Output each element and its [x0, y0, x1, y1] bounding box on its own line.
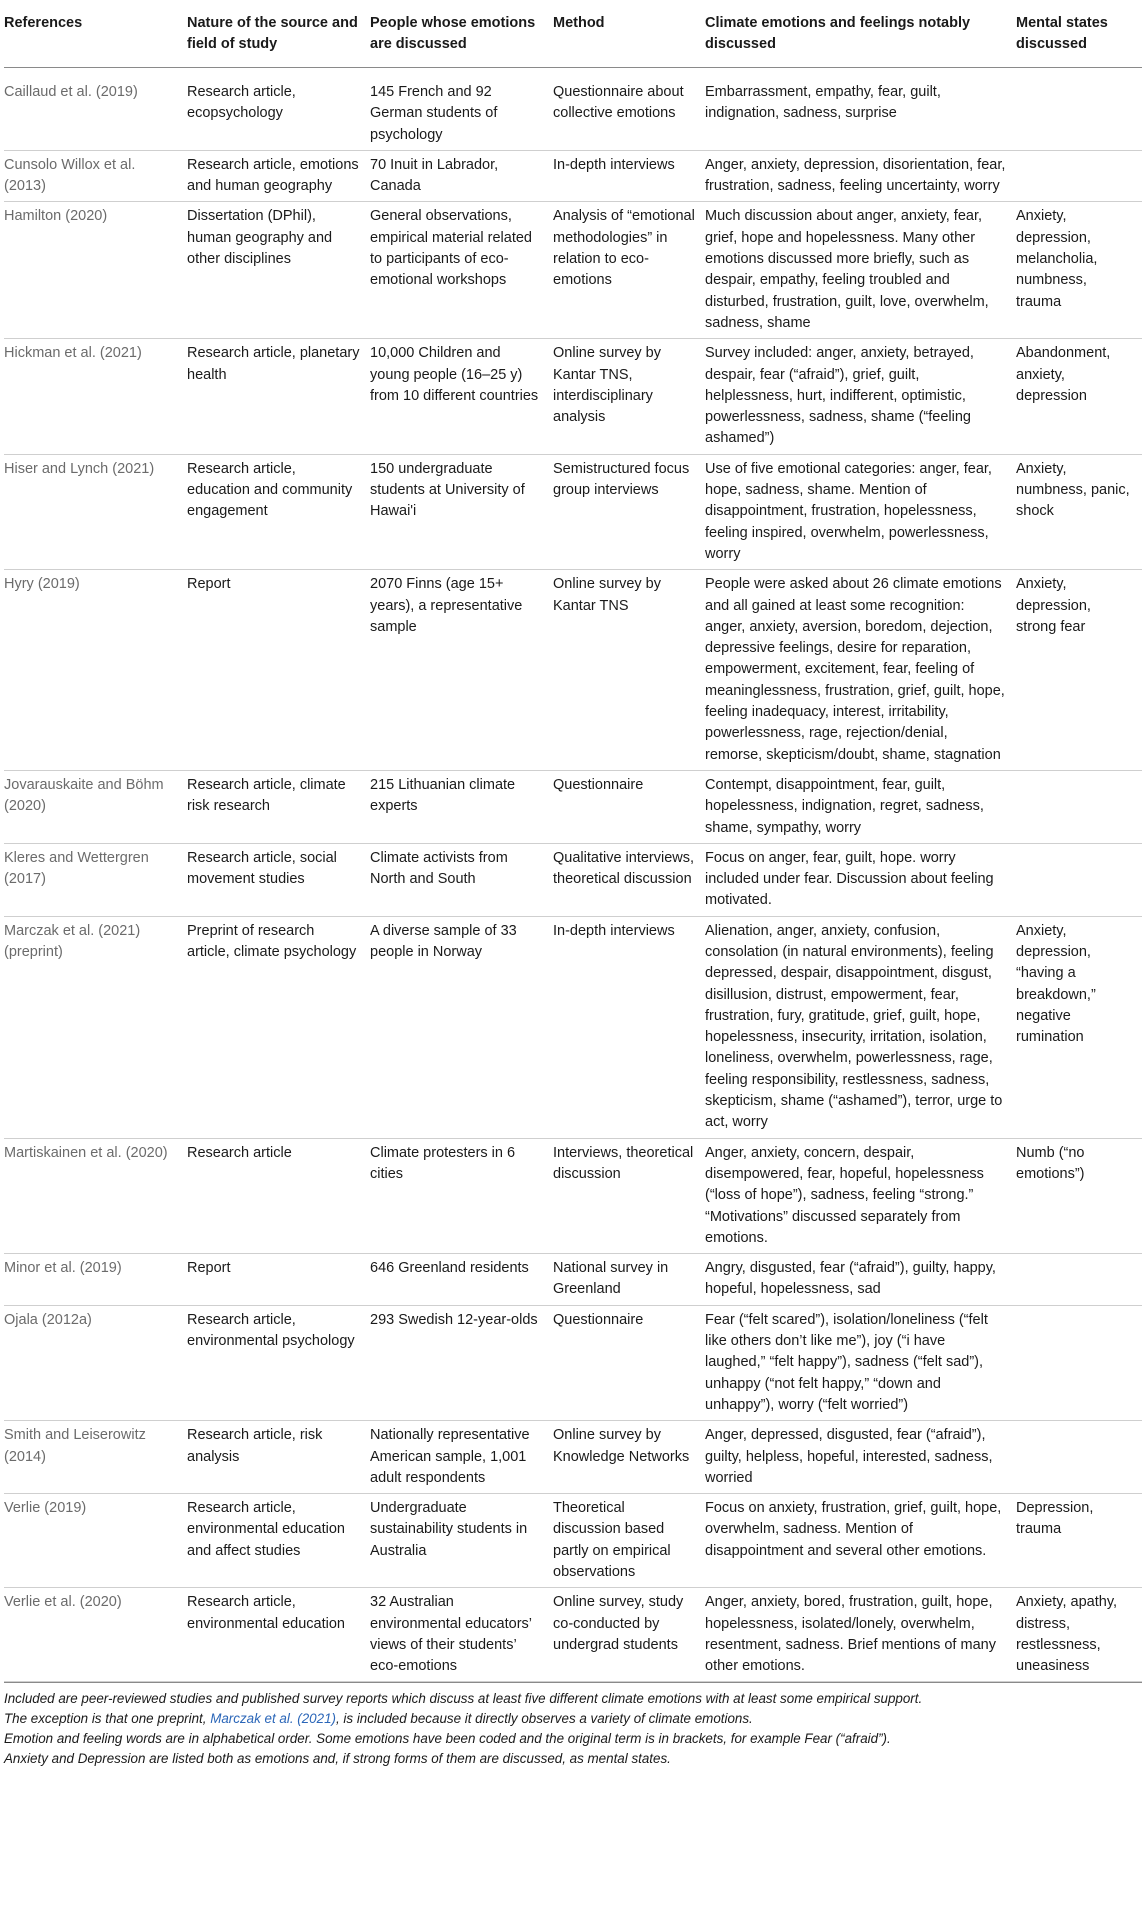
table-row: [4, 68, 1142, 151]
cell-reference[interactable]: Caillaud et al. (2019): [4, 84, 138, 100]
table-header: [4, 6, 1142, 68]
cell-method: Theoretical discussion based partly on empirical observations: [553, 1500, 671, 1580]
cell-mental-states: Anxiety, depression, “having a breakdown,” negative rumination: [1016, 922, 1096, 1046]
cell-people: 145 French and 92 German students of psychology: [370, 84, 498, 143]
header-references: References: [4, 15, 83, 31]
cell-climate-emotions: Angry, disgusted, fear (“afraid”), guilty, happy, hopeful, hopelessness, sad: [705, 1260, 996, 1298]
table-row: [4, 339, 1142, 454]
cell-method: National survey in Greenland: [553, 1260, 669, 1298]
header-method: Method: [553, 15, 605, 31]
cell-reference[interactable]: Hyry (2019): [4, 576, 80, 593]
cell-reference[interactable]: Cunsolo Willox et al. (2013): [4, 156, 136, 195]
cell-nature-of-source: Research article, planetary health: [187, 345, 360, 383]
cell-reference[interactable]: Minor et al. (2019): [4, 1260, 122, 1277]
cell-reference[interactable]: Verlie (2019): [4, 1500, 87, 1517]
cell-people: Undergraduate sustainability students in Australia: [370, 1500, 528, 1559]
table-row: [4, 202, 1142, 339]
cell-mental-states: [1016, 68, 1142, 151]
cell-people: 2070 Finns (age 15+ years), a representative sample: [370, 576, 523, 635]
header-climate-emotions: Climate emotions and feelings notably discussed: [705, 15, 971, 52]
table-row: [4, 454, 1142, 569]
footnote-line: Emotion and feeling words are in alphabetical order. Some emotions have been coded and the original term is in brackets, for example Fear (“afraid”).: [4, 1731, 891, 1747]
cell-climate-emotions: Use of five emotional categories: anger, fear, hope, sadness, shame. Mention of disappointment, frustration, hopelessness, feeling inspired, overwhelm, powerlessness, worry: [705, 460, 992, 562]
cell-method: Analysis of “emotional methodologies” in relation to eco-emotions: [553, 208, 695, 289]
cell-people: A diverse sample of 33 people in Norway: [370, 922, 517, 960]
cell-climate-emotions: Contempt, disappointment, fear, guilt, hopelessness, indignation, regret, sadness, shame, sympathy, worry: [705, 776, 984, 836]
table-footnotes: [4, 1682, 1142, 1769]
cell-nature-of-source: Research article, ecopsychology: [187, 84, 296, 122]
table-row: [4, 916, 1142, 1138]
cell-mental-states: [1016, 1254, 1142, 1306]
cell-nature-of-source: Research article, social movement studies: [187, 849, 337, 888]
cell-nature-of-source: Research article, education and community engagement: [187, 460, 353, 520]
cell-climate-emotions: Anger, depressed, disgusted, fear (“afraid”), guilty, helpless, hopeful, interested, sadness, worried: [705, 1427, 993, 1486]
cell-reference[interactable]: Smith and Leiserowitz (2014): [4, 1427, 146, 1465]
cell-climate-emotions: People were asked about 26 climate emotions and all gained at least some recognition: anger, anxiety, aversion, boredom, dejection, depressive feelings, desire for reparation, empowerment, excitement, fear, feeling of meaninglessness, frustration, grief, guilt, hope, feeling inadequacy, interest, irritability, powerlessness, rage, rejection/denial, remorse, skepticism/doubt, shame, stagnation: [705, 576, 1005, 763]
cell-method: In-depth interviews: [553, 922, 675, 939]
table-body: [4, 68, 1142, 1682]
cell-mental-states: Anxiety, numbness, panic, shock: [1016, 460, 1130, 520]
cell-reference[interactable]: Kleres and Wettergren (2017): [4, 849, 149, 888]
table-row: [4, 1494, 1142, 1588]
table-row: [4, 150, 1142, 202]
cell-method: In-depth interviews: [553, 156, 675, 173]
references-table: [4, 6, 1142, 1682]
table-row: [4, 1421, 1142, 1494]
header-people: People whose emotions are discussed: [370, 15, 536, 52]
cell-climate-emotions: Much discussion about anger, anxiety, fear, grief, hope and hopelessness. Many other emotions discussed more briefly, such as despair, empathy, feeling troubled and disturbed, frustration, guilt, love, overwhelm, sadness, shame: [705, 208, 989, 331]
cell-method: Online survey by Knowledge Networks: [553, 1427, 690, 1465]
cell-reference[interactable]: Hamilton (2020): [4, 208, 108, 225]
cell-mental-states: Numb (“no emotions”): [1016, 1144, 1085, 1182]
cell-reference[interactable]: Martiskainen et al. (2020): [4, 1144, 168, 1161]
table-row: [4, 1305, 1142, 1420]
cell-nature-of-source: Research article, environmental education and affect studies: [187, 1500, 345, 1559]
cell-reference[interactable]: Hiser and Lynch (2021): [4, 460, 155, 477]
cell-people: Climate protesters in 6 cities: [370, 1144, 516, 1182]
cell-nature-of-source: Preprint of research article, climate psychology: [187, 922, 357, 960]
cell-people: Nationally representative American sample, 1,001 adult respondents: [370, 1427, 530, 1486]
cell-climate-emotions: Survey included: anger, anxiety, betrayed, despair, fear (“afraid”), grief, guilt, helplessness, hurt, indifferent, optimistic, powerlessness, sadness, shame (“feeling ashamed”): [705, 345, 974, 447]
cell-people: 70 Inuit in Labrador, Canada: [370, 156, 499, 195]
cell-mental-states: [1016, 1305, 1142, 1420]
cell-method: Questionnaire about collective emotions: [553, 84, 684, 122]
cell-climate-emotions: Alienation, anger, anxiety, confusion, consolation (in natural environments), feeling depressed, despair, disappointment, disgust, disillusion, distrust, empowerment, fear, frustration, fury, gratitude, grief, guilt, hope, hopelessness, insecurity, irritation, isolation, loneliness, overwhelm, powerlessness, rage, feeling responsibility, restlessness, sadness, skepticism, shame (“ashamed”), terror, urge to act, worry: [705, 922, 1003, 1131]
cell-mental-states: Depression, trauma: [1016, 1500, 1094, 1538]
cell-climate-emotions: Fear (“felt scared”), isolation/loneliness (“felt like others don’t like me”), joy (“i have laughed,” “felt happy”), sadness (“felt sad”), unhappy (“not felt happy,” “down and unhappy”), worry (“felt worried”): [705, 1311, 988, 1413]
cell-mental-states: [1016, 1421, 1142, 1494]
cell-reference[interactable]: Hickman et al. (2021): [4, 345, 142, 362]
cell-mental-states: [1016, 770, 1142, 843]
cell-people: 215 Lithuanian climate experts: [370, 776, 516, 815]
table-row: [4, 1588, 1142, 1682]
table-row: [4, 843, 1142, 916]
cell-mental-states: Anxiety, depression, melancholia, numbness, trauma: [1016, 208, 1098, 310]
cell-people: Climate activists from North and South: [370, 849, 508, 888]
cell-nature-of-source: Report: [187, 1260, 231, 1277]
footnote-text: , is included because it directly observes a variety of climate emotions.: [335, 1711, 753, 1727]
cell-reference[interactable]: Marczak et al. (2021) (preprint): [4, 922, 141, 960]
cell-nature-of-source: Research article, climate risk research: [187, 776, 346, 815]
cell-method: Qualitative interviews, theoretical discussion: [553, 849, 695, 888]
cell-method: Interviews, theoretical discussion: [553, 1144, 694, 1182]
marczak-citation-link[interactable]: Marczak et al. (2021): [210, 1711, 336, 1727]
footnote-line: Anxiety and Depression are listed both as emotions and, if strong forms of them are discussed, as mental states.: [4, 1751, 671, 1767]
cell-climate-emotions: Anger, anxiety, concern, despair, disempowered, fear, hopeful, hopelessness (“loss of hope”), sadness, feeling “strong.” “Motivations” discussed separately from emotions.: [705, 1144, 984, 1246]
cell-reference[interactable]: Jovarauskaite and Böhm (2020): [4, 776, 164, 815]
cell-climate-emotions: Anger, anxiety, depression, disorientation, fear, frustration, sadness, feeling uncertainty, worry: [705, 156, 1006, 195]
cell-people: 150 undergraduate students at University of Hawai'i: [370, 460, 525, 520]
header-row: [4, 6, 1142, 68]
cell-method: Semistructured focus group interviews: [553, 460, 690, 499]
cell-people: 10,000 Children and young people (16–25 y) from 10 different countries: [370, 345, 539, 404]
cell-nature-of-source: Report: [187, 576, 231, 593]
cell-people: 32 Australian environmental educators’ views of their students’ eco-emotions: [370, 1594, 532, 1675]
cell-mental-states: [1016, 843, 1142, 916]
cell-nature-of-source: Research article, environmental psychology: [187, 1311, 355, 1350]
cell-climate-emotions: Focus on anger, fear, guilt, hope. worry included under fear. Discussion about feeling motivated.: [705, 849, 994, 909]
cell-method: Online survey, study co-conducted by undergrad students: [553, 1594, 684, 1653]
cell-people: 293 Swedish 12-year-olds: [370, 1311, 538, 1328]
table-row: [4, 570, 1142, 771]
cell-method: Questionnaire: [553, 776, 644, 793]
table-row: [4, 1138, 1142, 1253]
cell-nature-of-source: Research article, emotions and human geography: [187, 156, 359, 195]
cell-mental-states: Abandonment, anxiety, depression: [1016, 345, 1111, 404]
footnote-text: The exception is that one preprint,: [4, 1711, 211, 1727]
cell-nature-of-source: Dissertation (DPhil), human geography and other disciplines: [187, 208, 333, 268]
cell-mental-states: [1016, 150, 1142, 202]
cell-people: 646 Greenland residents: [370, 1260, 529, 1277]
cell-method: Questionnaire: [553, 1311, 644, 1328]
cell-reference[interactable]: Verlie et al. (2020): [4, 1594, 122, 1611]
table-row: [4, 770, 1142, 843]
cell-mental-states: Anxiety, apathy, distress, restlessness, uneasiness: [1016, 1594, 1118, 1675]
cell-nature-of-source: Research article: [187, 1144, 292, 1161]
footnote-line: [4, 1709, 1142, 1729]
cell-climate-emotions: Anger, anxiety, bored, frustration, guilt, hope, hopelessness, isolated/lonely, overwhelm, resentment, sadness. Brief mentions of many other emotions.: [705, 1594, 996, 1675]
cell-climate-emotions: Focus on anxiety, frustration, grief, guilt, hope, overwhelm, sadness. Mention of disappointment and several other emotions.: [705, 1500, 1002, 1559]
cell-nature-of-source: Research article, environmental education: [187, 1594, 345, 1632]
cell-mental-states: Anxiety, depression, strong fear: [1016, 576, 1091, 635]
cell-climate-emotions: Embarrassment, empathy, fear, guilt, indignation, sadness, surprise: [705, 84, 941, 122]
header-mental-states: Mental states discussed: [1016, 15, 1108, 52]
table-row: [4, 1254, 1142, 1306]
header-nature-of-source: Nature of the source and field of study: [187, 15, 358, 52]
cell-reference[interactable]: Ojala (2012a): [4, 1311, 92, 1328]
cell-method: Online survey by Kantar TNS: [553, 576, 661, 614]
cell-method: Online survey by Kantar TNS, interdisciplinary analysis: [553, 345, 661, 426]
cell-nature-of-source: Research article, risk analysis: [187, 1427, 323, 1465]
footnote-line: Included are peer-reviewed studies and published survey reports which discuss at least five different climate emotions with at least some empirical support.: [4, 1691, 923, 1707]
cell-people: General observations, empirical material related to participants of eco-emotional workshops: [370, 208, 532, 289]
